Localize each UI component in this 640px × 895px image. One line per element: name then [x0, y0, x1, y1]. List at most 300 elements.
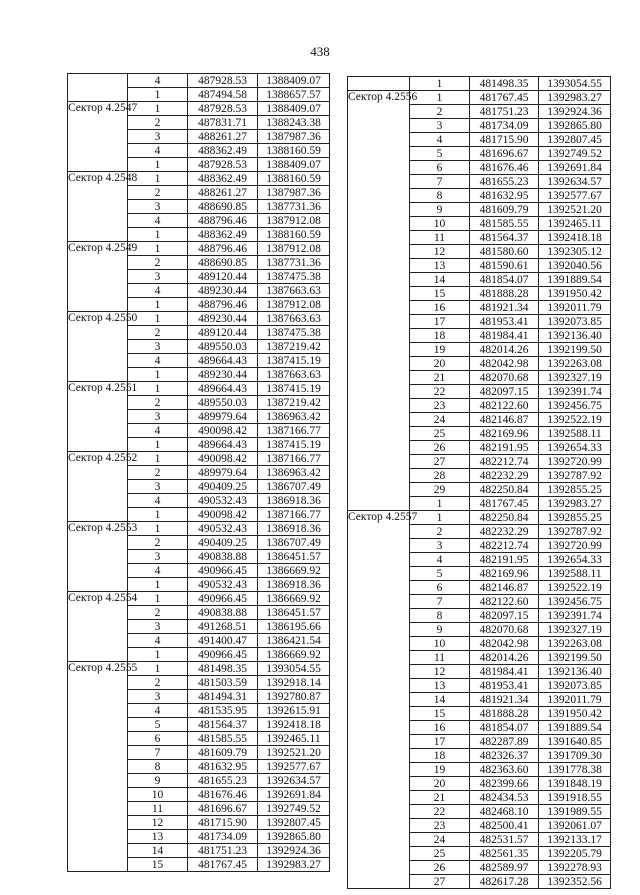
point-number: 1	[128, 508, 188, 522]
table-row	[68, 452, 330, 466]
point-number: 5	[128, 718, 188, 732]
table-row	[348, 91, 611, 105]
point-number: 2	[410, 525, 470, 539]
y-coordinate: 1391989.55	[539, 805, 611, 819]
point-number: 1	[128, 578, 188, 592]
x-coordinate: 481564.37	[188, 718, 258, 732]
y-coordinate: 1391640.85	[539, 735, 611, 749]
y-coordinate: 1391918.55	[539, 791, 611, 805]
point-number: 26	[410, 441, 470, 455]
y-coordinate: 1392073.85	[539, 315, 611, 329]
point-number: 19	[410, 763, 470, 777]
y-coordinate: 1392040.56	[539, 259, 611, 273]
x-coordinate: 481953.41	[470, 315, 539, 329]
point-number: 14	[410, 273, 470, 287]
y-coordinate: 1386669.92	[258, 592, 330, 606]
y-coordinate: 1386451.57	[258, 550, 330, 564]
point-number: 5	[410, 567, 470, 581]
x-coordinate: 489230.44	[188, 368, 258, 382]
point-number: 1	[128, 438, 188, 452]
y-coordinate: 1387166.77	[258, 424, 330, 438]
y-coordinate: 1391709.30	[539, 749, 611, 763]
y-coordinate: 1393054.55	[258, 662, 330, 676]
x-coordinate: 482042.98	[470, 637, 539, 651]
left-coordinates-table	[67, 73, 330, 872]
y-coordinate: 1392327.19	[539, 371, 611, 385]
x-coordinate: 487831.71	[188, 116, 258, 130]
y-coordinate: 1392391.74	[539, 385, 611, 399]
x-coordinate: 481503.59	[188, 676, 258, 690]
x-coordinate: 481888.28	[470, 287, 539, 301]
point-number: 28	[410, 469, 470, 483]
x-coordinate: 482326.37	[470, 749, 539, 763]
y-coordinate: 1387912.08	[258, 298, 330, 312]
point-number: 4	[128, 424, 188, 438]
point-number: 6	[410, 581, 470, 595]
y-coordinate: 1392521.20	[539, 203, 611, 217]
right-coordinates-table	[347, 76, 611, 889]
x-coordinate: 481585.55	[470, 217, 539, 231]
y-coordinate: 1392205.79	[539, 847, 611, 861]
point-number: 1	[128, 242, 188, 256]
x-coordinate: 482250.84	[470, 511, 539, 525]
point-number: 2	[128, 466, 188, 480]
y-coordinate: 1387415.19	[258, 382, 330, 396]
x-coordinate: 482212.74	[470, 539, 539, 553]
point-number: 2	[128, 396, 188, 410]
point-number: 17	[410, 315, 470, 329]
x-coordinate: 490098.42	[188, 424, 258, 438]
y-coordinate: 1387663.63	[258, 312, 330, 326]
y-coordinate: 1392654.33	[539, 441, 611, 455]
point-number: 27	[410, 875, 470, 889]
sector-name: Сектор 4.2547	[68, 102, 128, 172]
point-number: 1	[410, 77, 470, 91]
y-coordinate: 1388160.59	[258, 172, 330, 186]
x-coordinate: 481585.55	[188, 732, 258, 746]
point-number: 3	[128, 690, 188, 704]
point-number: 4	[128, 634, 188, 648]
y-coordinate: 1392983.27	[539, 497, 611, 511]
y-coordinate: 1386707.49	[258, 536, 330, 550]
x-coordinate: 482191.95	[470, 441, 539, 455]
x-coordinate: 488796.46	[188, 214, 258, 228]
point-number: 4	[410, 553, 470, 567]
y-coordinate: 1392654.33	[539, 553, 611, 567]
y-coordinate: 1392305.12	[539, 245, 611, 259]
x-coordinate: 482287.89	[470, 735, 539, 749]
table-row	[68, 242, 330, 256]
sector-name: Сектор 4.2552	[68, 452, 128, 522]
point-number: 20	[410, 777, 470, 791]
x-coordinate: 490966.45	[188, 564, 258, 578]
point-number: 4	[128, 704, 188, 718]
point-number: 13	[410, 679, 470, 693]
x-coordinate: 481953.41	[470, 679, 539, 693]
x-coordinate: 491268.51	[188, 620, 258, 634]
x-coordinate: 481734.09	[470, 119, 539, 133]
point-number: 15	[128, 858, 188, 872]
x-coordinate: 489550.03	[188, 340, 258, 354]
point-number: 15	[410, 707, 470, 721]
point-number: 1	[128, 298, 188, 312]
x-coordinate: 482014.26	[470, 651, 539, 665]
point-number: 24	[410, 413, 470, 427]
x-coordinate: 482399.66	[470, 777, 539, 791]
point-number: 11	[410, 651, 470, 665]
y-coordinate: 1392391.74	[539, 609, 611, 623]
y-coordinate: 1387987.36	[258, 130, 330, 144]
x-coordinate: 481921.34	[470, 301, 539, 315]
y-coordinate: 1386707.49	[258, 480, 330, 494]
x-coordinate: 481854.07	[470, 273, 539, 287]
point-number: 1	[128, 158, 188, 172]
y-coordinate: 1392522.19	[539, 413, 611, 427]
point-number: 15	[410, 287, 470, 301]
y-coordinate: 1392456.75	[539, 595, 611, 609]
y-coordinate: 1392720.99	[539, 455, 611, 469]
x-coordinate: 489664.43	[188, 438, 258, 452]
point-number: 17	[410, 735, 470, 749]
point-number: 3	[128, 270, 188, 284]
point-number: 2	[128, 326, 188, 340]
y-coordinate: 1386669.92	[258, 564, 330, 578]
y-coordinate: 1392787.92	[539, 469, 611, 483]
x-coordinate: 490532.43	[188, 494, 258, 508]
y-coordinate: 1386963.42	[258, 466, 330, 480]
x-coordinate: 481676.46	[470, 161, 539, 175]
point-number: 1	[128, 368, 188, 382]
point-number: 2	[128, 256, 188, 270]
point-number: 1	[128, 228, 188, 242]
point-number: 26	[410, 861, 470, 875]
x-coordinate: 489550.03	[188, 396, 258, 410]
x-coordinate: 482146.87	[470, 581, 539, 595]
table-row	[68, 382, 330, 396]
point-number: 3	[128, 410, 188, 424]
point-number: 2	[128, 186, 188, 200]
x-coordinate: 482468.10	[470, 805, 539, 819]
point-number: 22	[410, 385, 470, 399]
point-number: 12	[410, 665, 470, 679]
x-coordinate: 481984.41	[470, 665, 539, 679]
point-number: 5	[410, 147, 470, 161]
y-coordinate: 1392418.18	[539, 231, 611, 245]
x-coordinate: 481734.09	[188, 830, 258, 844]
y-coordinate: 1386421.54	[258, 634, 330, 648]
point-number: 8	[128, 760, 188, 774]
x-coordinate: 481498.35	[470, 77, 539, 91]
right-table-body	[348, 77, 611, 889]
x-coordinate: 482232.29	[470, 525, 539, 539]
x-coordinate: 482014.26	[470, 343, 539, 357]
y-coordinate: 1392983.27	[539, 91, 611, 105]
y-coordinate: 1392418.18	[258, 718, 330, 732]
x-coordinate: 481767.45	[470, 497, 539, 511]
x-coordinate: 481590.61	[470, 259, 539, 273]
x-coordinate: 481632.95	[470, 189, 539, 203]
x-coordinate: 481632.95	[188, 760, 258, 774]
y-coordinate: 1387475.38	[258, 270, 330, 284]
x-coordinate: 481696.67	[188, 802, 258, 816]
y-coordinate: 1387415.19	[258, 438, 330, 452]
page-number: 438	[310, 44, 330, 59]
y-coordinate: 1392634.57	[258, 774, 330, 788]
y-coordinate: 1387415.19	[258, 354, 330, 368]
x-coordinate: 488261.27	[188, 130, 258, 144]
point-number: 4	[128, 74, 188, 88]
y-coordinate: 1392787.92	[539, 525, 611, 539]
x-coordinate: 481494.31	[188, 690, 258, 704]
point-number: 14	[410, 693, 470, 707]
y-coordinate: 1392691.84	[258, 788, 330, 802]
point-number: 4	[128, 564, 188, 578]
table-row	[68, 74, 330, 88]
point-number: 7	[410, 595, 470, 609]
point-number: 1	[128, 522, 188, 536]
x-coordinate: 487928.53	[188, 74, 258, 88]
point-number: 8	[410, 609, 470, 623]
table-row	[68, 312, 330, 326]
x-coordinate: 489230.44	[188, 312, 258, 326]
y-coordinate: 1387731.36	[258, 200, 330, 214]
x-coordinate: 488362.49	[188, 144, 258, 158]
x-coordinate: 481921.34	[470, 693, 539, 707]
point-number: 6	[410, 161, 470, 175]
x-coordinate: 481767.45	[188, 858, 258, 872]
y-coordinate: 1392263.08	[539, 637, 611, 651]
table-row	[68, 522, 330, 536]
left-table-body	[68, 74, 330, 872]
y-coordinate: 1392807.45	[539, 133, 611, 147]
x-coordinate: 487928.53	[188, 158, 258, 172]
x-coordinate: 482191.95	[470, 553, 539, 567]
x-coordinate: 481655.23	[188, 774, 258, 788]
point-number: 27	[410, 455, 470, 469]
y-coordinate: 1392924.36	[539, 105, 611, 119]
point-number: 3	[128, 340, 188, 354]
point-number: 12	[128, 816, 188, 830]
point-number: 9	[410, 203, 470, 217]
y-coordinate: 1388409.07	[258, 158, 330, 172]
sector-name: Сектор 4.2553	[68, 522, 128, 592]
x-coordinate: 482531.57	[470, 833, 539, 847]
y-coordinate: 1388657.57	[258, 88, 330, 102]
y-coordinate: 1392807.45	[258, 816, 330, 830]
y-coordinate: 1387663.63	[258, 368, 330, 382]
x-coordinate: 490838.88	[188, 550, 258, 564]
x-coordinate: 481888.28	[470, 707, 539, 721]
point-number: 3	[410, 119, 470, 133]
table-row	[68, 102, 330, 116]
point-number: 25	[410, 427, 470, 441]
x-coordinate: 482097.15	[470, 609, 539, 623]
x-coordinate: 482232.29	[470, 469, 539, 483]
point-number: 14	[128, 844, 188, 858]
y-coordinate: 1392011.79	[539, 301, 611, 315]
x-coordinate: 481655.23	[470, 175, 539, 189]
x-coordinate: 490838.88	[188, 606, 258, 620]
point-number: 16	[410, 721, 470, 735]
sector-name: Сектор 4.2557	[348, 511, 410, 889]
x-coordinate: 490409.25	[188, 480, 258, 494]
y-coordinate: 1387219.42	[258, 396, 330, 410]
y-coordinate: 1386963.42	[258, 410, 330, 424]
y-coordinate: 1393054.55	[539, 77, 611, 91]
x-coordinate: 481984.41	[470, 329, 539, 343]
point-number: 19	[410, 343, 470, 357]
point-number: 11	[410, 231, 470, 245]
y-coordinate: 1391889.54	[539, 273, 611, 287]
x-coordinate: 481751.23	[188, 844, 258, 858]
x-coordinate: 481676.46	[188, 788, 258, 802]
x-coordinate: 482169.96	[470, 427, 539, 441]
x-coordinate: 482122.60	[470, 595, 539, 609]
y-coordinate: 1387166.77	[258, 452, 330, 466]
sector-name: Сектор 4.2556	[348, 91, 410, 511]
x-coordinate: 490532.43	[188, 522, 258, 536]
point-number: 23	[410, 819, 470, 833]
y-coordinate: 1392865.80	[539, 119, 611, 133]
table-row	[68, 172, 330, 186]
sector-name: Сектор 4.2555	[68, 662, 128, 872]
y-coordinate: 1392615.91	[258, 704, 330, 718]
point-number: 1	[128, 452, 188, 466]
point-number: 4	[128, 494, 188, 508]
y-coordinate: 1392278.93	[539, 861, 611, 875]
x-coordinate: 489979.64	[188, 410, 258, 424]
x-coordinate: 481751.23	[470, 105, 539, 119]
y-coordinate: 1386918.36	[258, 578, 330, 592]
point-number: 1	[128, 648, 188, 662]
x-coordinate: 481767.45	[470, 91, 539, 105]
y-coordinate: 1388409.07	[258, 74, 330, 88]
y-coordinate: 1392352.56	[539, 875, 611, 889]
y-coordinate: 1392465.11	[539, 217, 611, 231]
y-coordinate: 1391950.42	[539, 707, 611, 721]
point-number: 3	[128, 620, 188, 634]
y-coordinate: 1392720.99	[539, 539, 611, 553]
y-coordinate: 1387166.77	[258, 508, 330, 522]
point-number: 7	[128, 746, 188, 760]
y-coordinate: 1391778.38	[539, 763, 611, 777]
x-coordinate: 482169.96	[470, 567, 539, 581]
y-coordinate: 1392865.80	[258, 830, 330, 844]
y-coordinate: 1392263.08	[539, 357, 611, 371]
x-coordinate: 488796.46	[188, 242, 258, 256]
y-coordinate: 1392588.11	[539, 567, 611, 581]
y-coordinate: 1392780.87	[258, 690, 330, 704]
x-coordinate: 490966.45	[188, 592, 258, 606]
point-number: 16	[410, 301, 470, 315]
x-coordinate: 482042.98	[470, 357, 539, 371]
y-coordinate: 1391950.42	[539, 287, 611, 301]
x-coordinate: 482070.68	[470, 371, 539, 385]
y-coordinate: 1386451.57	[258, 606, 330, 620]
table-row	[348, 511, 611, 525]
x-coordinate: 482250.84	[470, 483, 539, 497]
point-number: 3	[128, 550, 188, 564]
y-coordinate: 1388243.38	[258, 116, 330, 130]
x-coordinate: 481696.67	[470, 147, 539, 161]
y-coordinate: 1392983.27	[258, 858, 330, 872]
point-number: 4	[128, 284, 188, 298]
x-coordinate: 487494.58	[188, 88, 258, 102]
point-number: 21	[410, 791, 470, 805]
point-number: 8	[410, 189, 470, 203]
x-coordinate: 482212.74	[470, 455, 539, 469]
y-coordinate: 1386918.36	[258, 494, 330, 508]
point-number: 13	[410, 259, 470, 273]
point-number: 10	[128, 788, 188, 802]
y-coordinate: 1392918.14	[258, 676, 330, 690]
y-coordinate: 1387663.63	[258, 284, 330, 298]
y-coordinate: 1387475.38	[258, 326, 330, 340]
point-number: 21	[410, 371, 470, 385]
point-number: 2	[128, 606, 188, 620]
point-number: 18	[410, 329, 470, 343]
point-number: 9	[128, 774, 188, 788]
x-coordinate: 490098.42	[188, 452, 258, 466]
point-number: 2	[128, 116, 188, 130]
x-coordinate: 489664.43	[188, 354, 258, 368]
x-coordinate: 489120.44	[188, 270, 258, 284]
y-coordinate: 1392136.40	[539, 329, 611, 343]
y-coordinate: 1392588.11	[539, 427, 611, 441]
x-coordinate: 488261.27	[188, 186, 258, 200]
x-coordinate: 490098.42	[188, 508, 258, 522]
point-number: 6	[128, 732, 188, 746]
y-coordinate: 1392456.75	[539, 399, 611, 413]
y-coordinate: 1392924.36	[258, 844, 330, 858]
sector-name: Сектор 4.2554	[68, 592, 128, 662]
x-coordinate: 488690.85	[188, 256, 258, 270]
y-coordinate: 1392522.19	[539, 581, 611, 595]
x-coordinate: 481609.79	[470, 203, 539, 217]
x-coordinate: 491400.47	[188, 634, 258, 648]
point-number: 11	[128, 802, 188, 816]
x-coordinate: 482500.41	[470, 819, 539, 833]
point-number: 4	[410, 133, 470, 147]
y-coordinate: 1392749.52	[539, 147, 611, 161]
y-coordinate: 1392577.67	[258, 760, 330, 774]
point-number: 1	[128, 88, 188, 102]
point-number: 3	[128, 200, 188, 214]
point-number: 23	[410, 399, 470, 413]
point-number: 4	[128, 354, 188, 368]
point-number: 1	[128, 172, 188, 186]
point-number: 4	[128, 214, 188, 228]
x-coordinate: 487928.53	[188, 102, 258, 116]
point-number: 1	[410, 91, 470, 105]
x-coordinate: 482146.87	[470, 413, 539, 427]
x-coordinate: 489664.43	[188, 382, 258, 396]
sector-name: Сектор 4.2549	[68, 242, 128, 312]
y-coordinate: 1387912.08	[258, 214, 330, 228]
point-number: 7	[410, 175, 470, 189]
y-coordinate: 1392011.79	[539, 693, 611, 707]
y-coordinate: 1392465.11	[258, 732, 330, 746]
x-coordinate: 489120.44	[188, 326, 258, 340]
point-number: 4	[128, 144, 188, 158]
x-coordinate: 481854.07	[470, 721, 539, 735]
x-coordinate: 482363.60	[470, 763, 539, 777]
point-number: 3	[128, 480, 188, 494]
sector-name	[68, 74, 128, 102]
x-coordinate: 490532.43	[188, 578, 258, 592]
x-coordinate: 481535.95	[188, 704, 258, 718]
point-number: 22	[410, 805, 470, 819]
